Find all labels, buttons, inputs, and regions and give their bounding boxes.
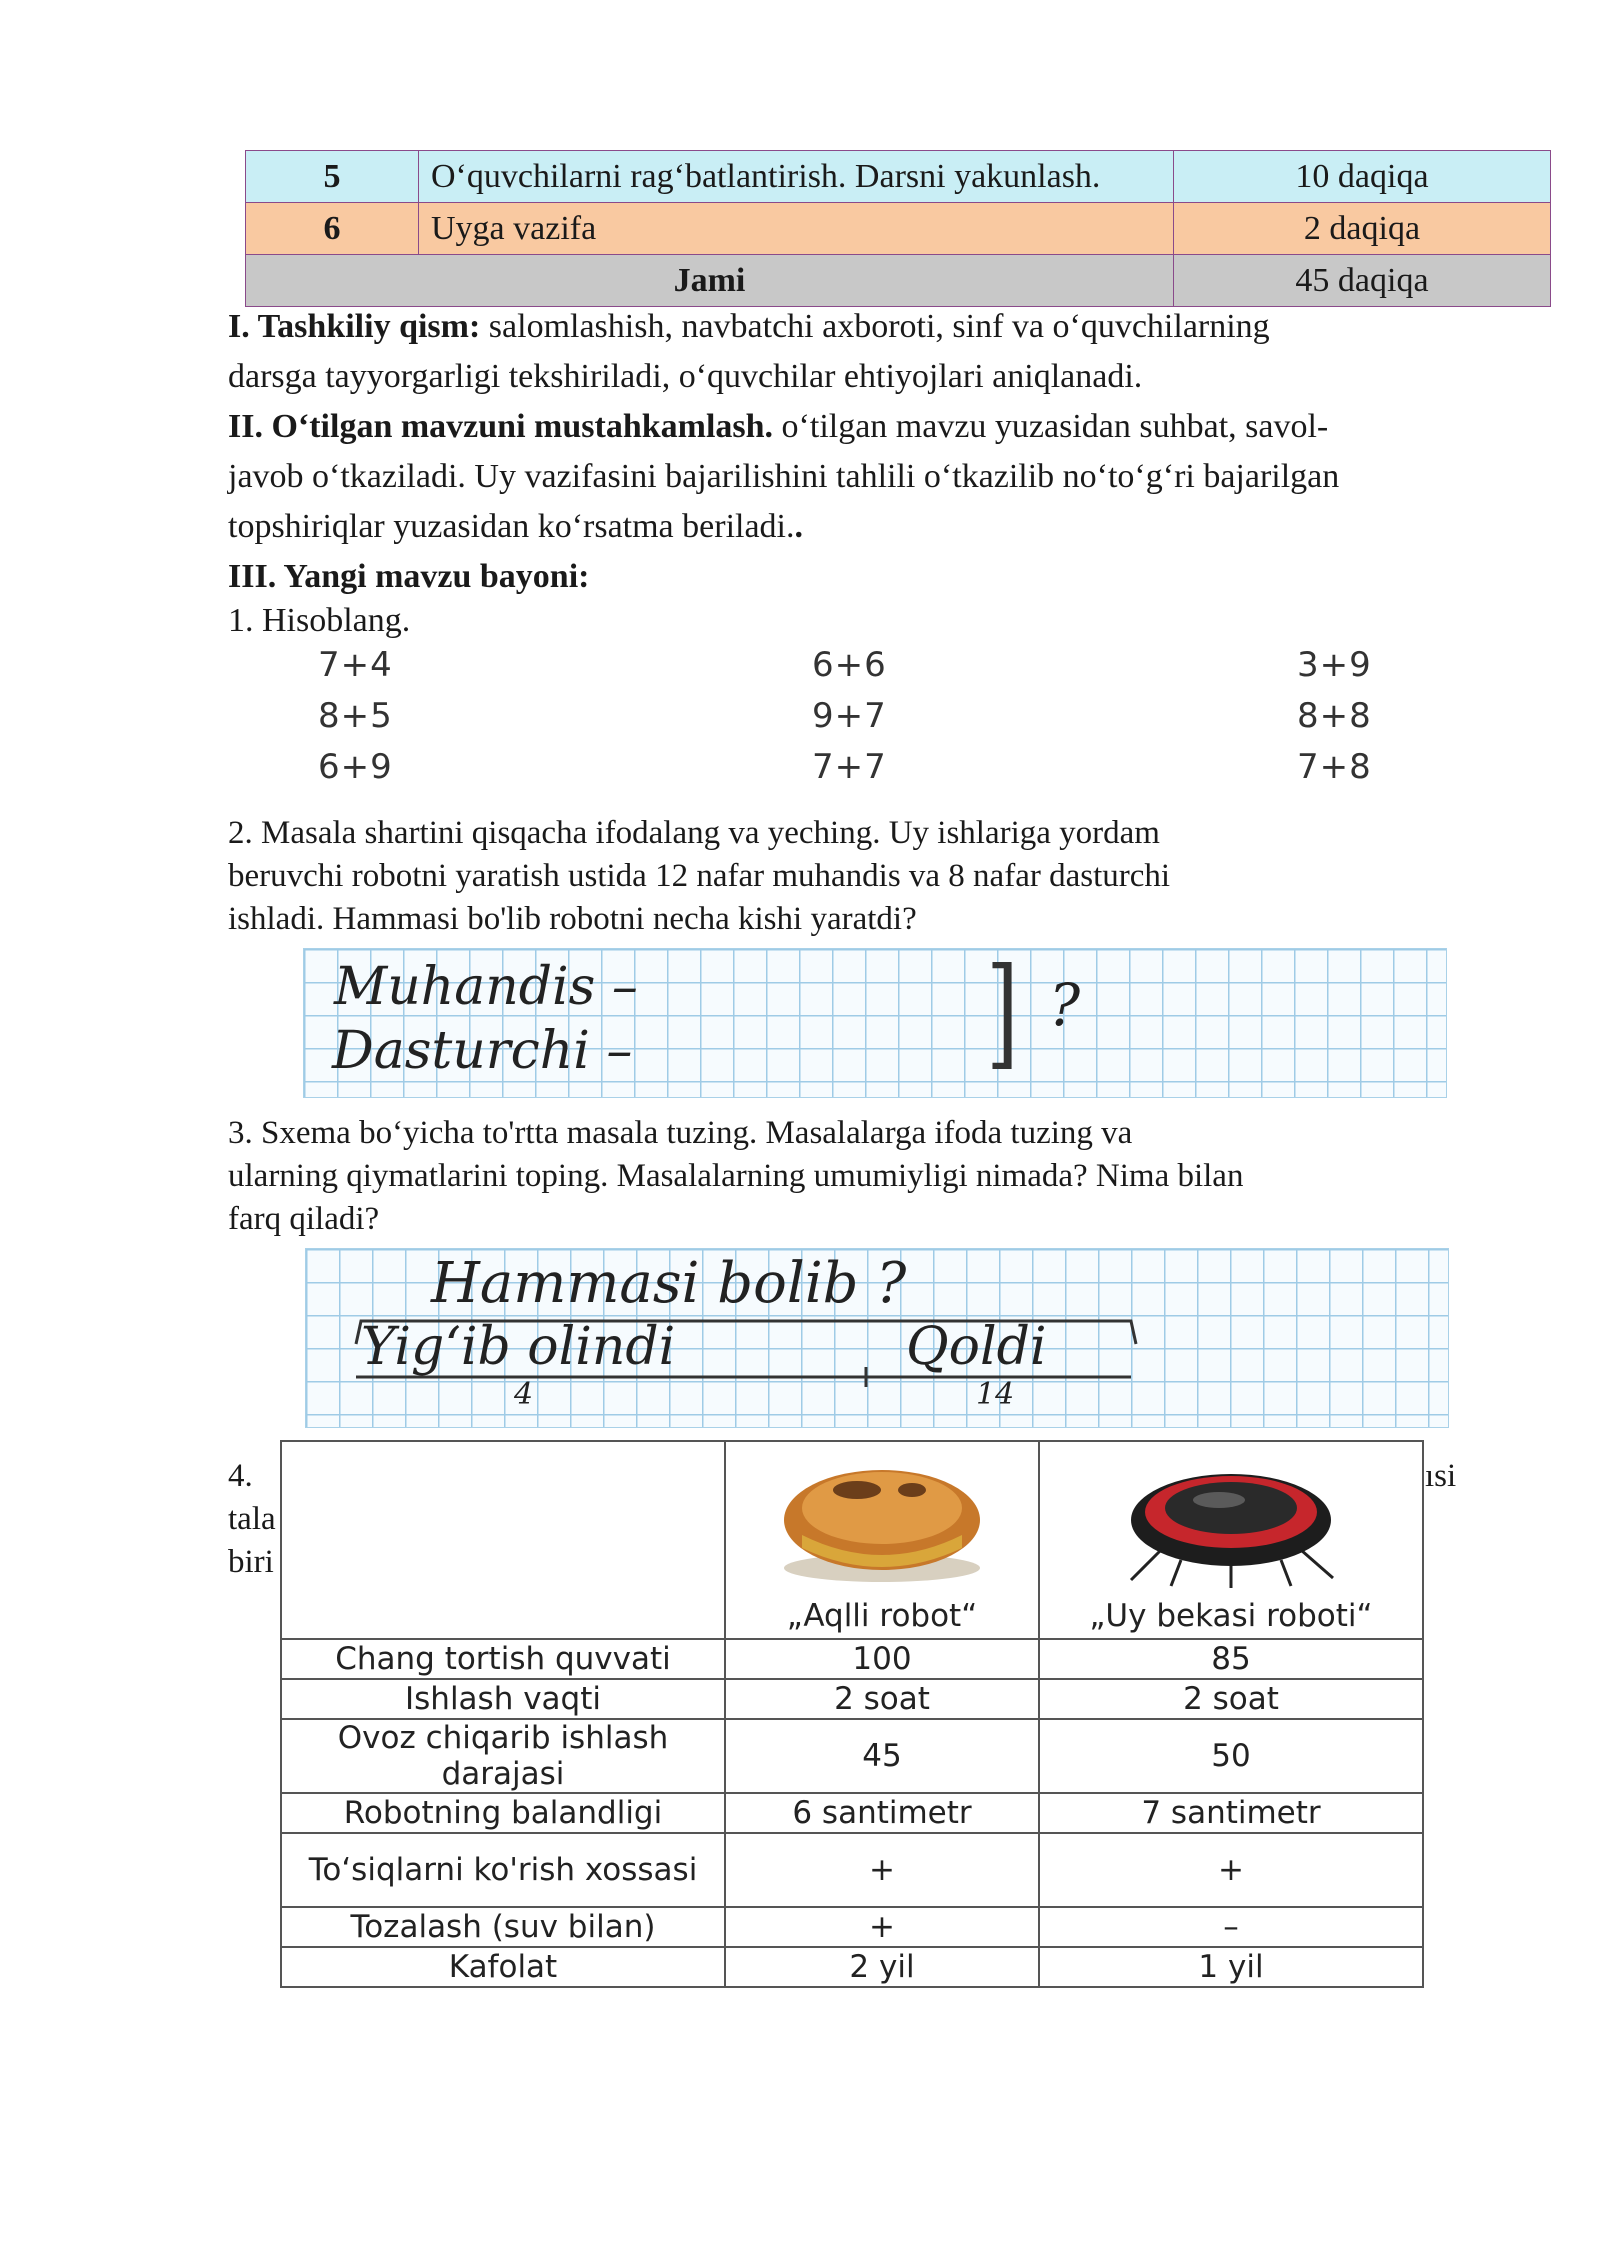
exercise3-line1: 3. Sxema bo‘yicha to'rtta masala tuzing. Masalalarga ifoda tuzing va <box>228 1115 1133 1151</box>
row-label: Ishlash vaqti <box>281 1679 725 1719</box>
section2-text: o‘tilgan mavzu yuzasidan suhbat, savol- <box>773 408 1329 445</box>
row-time: 10 daqiqa <box>1174 151 1551 203</box>
section3-heading-text: III. Yangi mavzu bayoni: <box>228 558 590 595</box>
sum-item: 7+8 <box>1297 747 1372 787</box>
robot2-value: 1 yil <box>1039 1947 1423 1987</box>
robot2-value: – <box>1039 1907 1423 1947</box>
exercise2-line1: 2. Masala shartini qisqacha ifodalang va yeching. Uy ishlariga yordam <box>228 815 1160 851</box>
table-row <box>246 203 1551 255</box>
section2-end-mark: . <box>794 508 803 545</box>
robot1-value: + <box>725 1833 1039 1907</box>
section2-line1 <box>228 402 1328 452</box>
section2-text3: topshiriqlar yuzasidan ko‘rsatma beriladi. <box>228 508 795 545</box>
robot1-value: 2 soat <box>725 1679 1039 1719</box>
sum-item: 6+6 <box>812 645 887 685</box>
robot-comparison-table <box>280 1440 1424 1988</box>
brace-bracket: ] <box>986 943 1019 1082</box>
robot2-value: + <box>1039 1833 1423 1907</box>
exercise4-line3-start: biri <box>228 1544 274 1580</box>
section2-line2: javob o‘tkaziladi. Uy vazifasini bajarilishini tahlili o‘tkazilib no‘to‘g‘ri bajarilgan <box>228 458 1340 495</box>
exercise3-grid-image <box>305 1248 1449 1428</box>
robot1-image <box>762 1450 1002 1590</box>
exercise3-line2: ularning qiymatlarini toping. Masalalarning umumiyligi nimada? Nima bilan <box>228 1158 1244 1194</box>
hand-num-left: 4 <box>514 1377 534 1412</box>
row-label: Kafolat <box>281 1947 725 1987</box>
exercise1-title: 1. Hisoblang. <box>228 602 411 639</box>
sum-item: 6+9 <box>318 747 393 787</box>
robot2-image <box>1101 1450 1361 1590</box>
hand-yigib-olindi: Yig‘ib olindi <box>361 1317 676 1377</box>
robot2-value: 50 <box>1039 1719 1423 1793</box>
section3-heading <box>228 552 589 602</box>
row-label: Tozalash (suv bilan) <box>281 1907 725 1947</box>
section2-heading: II. O‘tilgan mavzuni mustahkamlash. <box>228 408 774 445</box>
hand-dasturchi: Dasturchi – <box>332 1021 633 1081</box>
table-row <box>281 1833 1423 1907</box>
row-label: Chang tortish quvvati <box>281 1639 725 1679</box>
robot2-value: 7 santimetr <box>1039 1793 1423 1833</box>
robot2-header <box>1039 1441 1423 1639</box>
exercise4-line2-start: tala <box>228 1501 276 1537</box>
robot1-value: 6 santimetr <box>725 1793 1039 1833</box>
empty-header-cell <box>281 1441 725 1639</box>
row-number: 6 <box>246 203 419 255</box>
lesson-plan-table <box>245 150 1551 307</box>
row-number: 5 <box>246 151 419 203</box>
total-time: 45 daqiqa <box>1174 255 1551 307</box>
sum-item: 7+4 <box>318 645 393 685</box>
robot2-value: 85 <box>1039 1639 1423 1679</box>
table-row <box>281 1907 1423 1947</box>
table-row <box>281 1679 1423 1719</box>
row-time: 2 daqiqa <box>1174 203 1551 255</box>
total-label: Jami <box>246 255 1174 307</box>
exercise4-line1-end: ısi <box>1425 1458 1457 1494</box>
table-row <box>281 1947 1423 1987</box>
section1-line1 <box>228 302 1270 352</box>
robot1-value: + <box>725 1907 1039 1947</box>
sum-item: 8+5 <box>318 696 393 736</box>
row-label: To‘siqlarni ko'rish xossasi <box>281 1833 725 1907</box>
section1-text: salomlashish, navbatchi axboroti, sinf va o‘quvchilarning <box>480 308 1270 345</box>
row-stage: Uyga vazifa <box>419 203 1174 255</box>
robot1-header <box>725 1441 1039 1639</box>
hand-num-right: 14 <box>976 1377 1015 1412</box>
sum-item: 9+7 <box>812 696 887 736</box>
robot2-name: „Uy bekasi roboti“ <box>1089 1598 1373 1634</box>
exercise2-line3: ishladi. Hammasi bo'lib robotni necha kishi yaratdi? <box>228 901 917 937</box>
section1-line2: darsga tayyorgarligi tekshiriladi, o‘quvchilar ehtiyojlari aniqlanadi. <box>228 358 1143 395</box>
exercise2-grid-image <box>303 943 1447 1098</box>
table-row <box>281 1793 1423 1833</box>
hand-muhandis: Muhandis – <box>334 957 638 1017</box>
sum-item: 3+9 <box>1297 645 1372 685</box>
row-stage: O‘quvchilarni rag‘batlantirish. Darsni yakunlash. <box>419 151 1174 203</box>
robot1-name: „Aqlli robot“ <box>786 1598 978 1634</box>
exercise4-line1-start: 4. <box>228 1458 253 1494</box>
row-label: Robotning balandligi <box>281 1793 725 1833</box>
exercise2-line2: beruvchi robotni yaratish ustida 12 nafar muhandis va 8 nafar dasturchi <box>228 858 1171 894</box>
sum-item: 7+7 <box>812 747 887 787</box>
robot1-value: 45 <box>725 1719 1039 1793</box>
section2-line3 <box>228 502 803 552</box>
exercise3-line3: farq qiladi? <box>228 1201 380 1237</box>
hand-qoldi: Qoldi <box>906 1317 1047 1377</box>
row-label: Ovoz chiqarib ishlash darajasi <box>281 1719 725 1793</box>
robot2-value: 2 soat <box>1039 1679 1423 1719</box>
robot1-value: 2 yil <box>725 1947 1039 1987</box>
section1-heading: I. Tashkiliy qism: <box>228 308 481 345</box>
question-mark: ? <box>1049 971 1081 1039</box>
table-row <box>281 1639 1423 1679</box>
robot1-value: 100 <box>725 1639 1039 1679</box>
hand-hammasi: Hammasi bolib ? <box>431 1251 907 1316</box>
table-header-row <box>281 1441 1423 1639</box>
table-row <box>281 1719 1423 1793</box>
table-total-row <box>246 255 1551 307</box>
table-row <box>246 151 1551 203</box>
sum-item: 8+8 <box>1297 696 1372 736</box>
